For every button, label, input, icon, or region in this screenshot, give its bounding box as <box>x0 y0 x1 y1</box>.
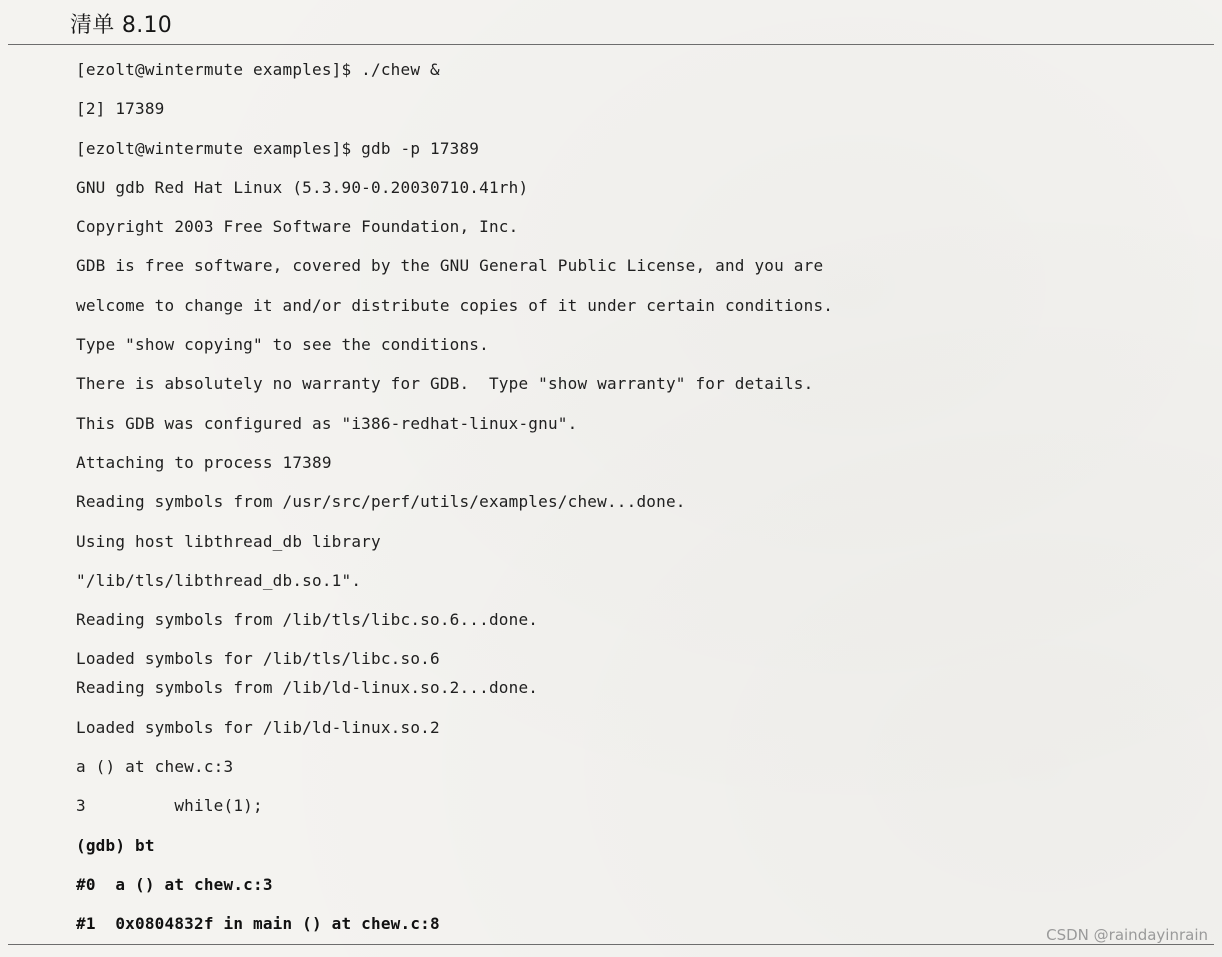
bottom-rule <box>8 944 1214 945</box>
gdb-bt-command: (gdb) bt <box>76 835 155 855</box>
code-line-17: Reading symbols from /lib/ld-linux.so.2...done. <box>76 678 539 698</box>
listing-title: 清单 8.10 <box>70 13 173 38</box>
code-line-7: welcome to change it and/or distribute copies of it under certain conditions. <box>76 295 834 315</box>
code-line-15: Reading symbols from /lib/tls/libc.so.6...done. <box>76 610 539 630</box>
code-line-6: GDB is free software, covered by the GNU General Public License, and you are <box>76 256 824 276</box>
code-line-13: Using host libthread_db library <box>76 531 381 551</box>
backtrace-frame-1: #1 0x0804832f in main () at chew.c:8 <box>76 914 440 934</box>
watermark-text: CSDN @raindayinrain <box>1046 926 1208 944</box>
code-line-1: [ezolt@wintermute examples]$ ./chew & <box>76 60 440 79</box>
code-line-5: Copyright 2003 Free Software Foundation, Inc. <box>76 217 519 237</box>
code-line-14: "/lib/tls/libthread_db.so.1". <box>76 570 362 590</box>
code-line-3: [ezolt@wintermute examples]$ gdb -p 17389 <box>76 138 480 158</box>
top-rule <box>8 44 1214 45</box>
code-line-12: Reading symbols from /usr/src/perf/utils/examples/chew...done. <box>76 492 686 512</box>
code-line-16: Loaded symbols for /lib/tls/libc.so.6 <box>76 649 440 669</box>
code-listing <box>76 56 833 950</box>
code-line-9: There is absolutely no warranty for GDB. Type "show warranty" for details. <box>76 374 814 394</box>
code-line-20: 3 while(1); <box>76 796 263 816</box>
backtrace-frame-0: #0 a () at chew.c:3 <box>76 874 273 894</box>
code-line-4: GNU gdb Red Hat Linux (5.3.90-0.20030710.41rh) <box>76 177 529 197</box>
code-line-2: [2] 17389 <box>76 99 165 119</box>
code-line-10: This GDB was configured as "i386-redhat-linux-gnu". <box>76 413 578 433</box>
code-line-11: Attaching to process 17389 <box>76 452 332 472</box>
code-line-18: Loaded symbols for /lib/ld-linux.so.2 <box>76 717 440 737</box>
code-line-19: a () at chew.c:3 <box>76 757 234 777</box>
code-line-8: Type "show copying" to see the conditions. <box>76 335 489 355</box>
